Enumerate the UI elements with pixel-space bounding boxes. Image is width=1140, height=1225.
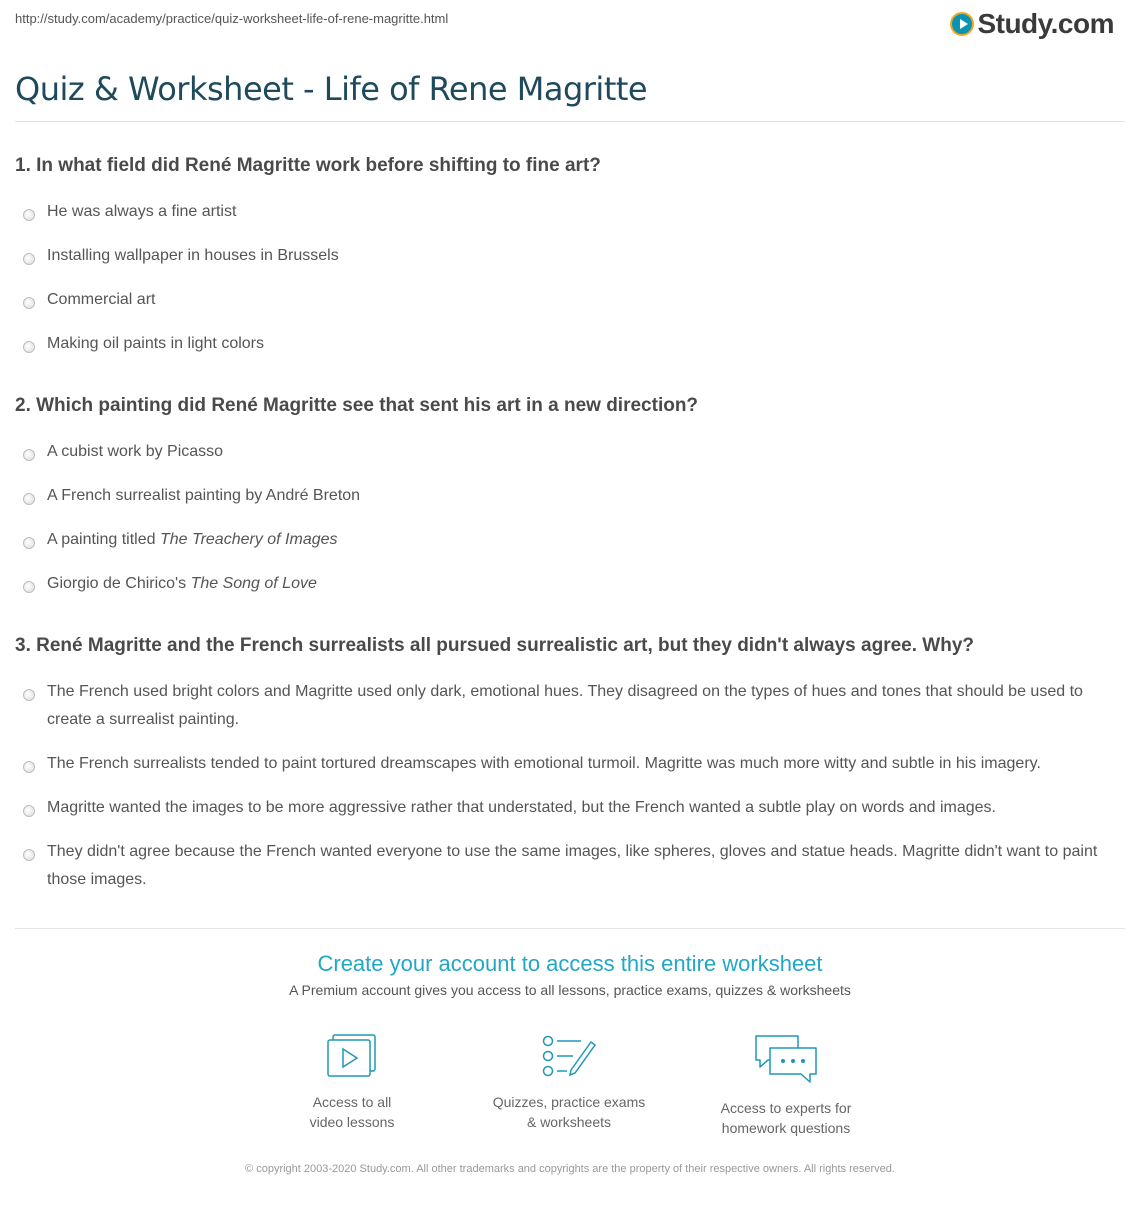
cta-heading[interactable]: Create your account to access this entire worksheet (317, 951, 823, 976)
radio-button[interactable] (23, 849, 35, 861)
radio-button[interactable] (23, 581, 35, 593)
radio-button[interactable] (23, 297, 35, 309)
feature-label (686, 1098, 886, 1138)
q2-option-2[interactable] (23, 488, 1118, 510)
radio-button[interactable] (23, 209, 35, 221)
q3-option-2[interactable] (23, 756, 1118, 778)
experts-chat-icon (754, 1034, 818, 1086)
q1-option-2[interactable] (23, 248, 1118, 270)
video-lessons-icon (326, 1034, 378, 1080)
feature-label-line: homework questions (721, 1120, 851, 1136)
page-url[interactable]: http://study.com/academy/practice/quiz-worksheet-life-of-rene-magritte.html (15, 11, 449, 26)
radio-button[interactable] (23, 253, 35, 265)
q3-option-1[interactable] (23, 684, 1118, 734)
radio-button[interactable] (23, 493, 35, 505)
painting-title: The Song of Love (190, 575, 317, 592)
question-2: 2. Which painting did René Magritte see that sent his art in a new direction? (15, 395, 699, 416)
radio-button[interactable] (23, 341, 35, 353)
study-logo[interactable] (950, 6, 1114, 42)
feature-experts (686, 1034, 886, 1138)
option-label-text: A painting titled (47, 531, 160, 548)
option-label: Making oil paints in light colors (47, 335, 264, 352)
painting-title: The Treachery of Images (159, 531, 338, 548)
feature-quizzes (469, 1034, 669, 1132)
option-label (47, 570, 317, 598)
title-divider (15, 121, 1125, 122)
q1-option-3[interactable] (23, 292, 1118, 314)
q2-option-4[interactable] (23, 576, 1118, 598)
question-1: 1. In what field did René Magritte work before shifting to fine art? (15, 155, 601, 176)
feature-label (469, 1092, 669, 1132)
option-label: The French used bright colors and Magritte used only dark, emotional hues. They disagreed on the types of hues and tones that should be used to create a surrealist painting. (47, 683, 1083, 728)
option-label: A cubist work by Picasso (47, 443, 224, 460)
feature-label-line: video lessons (309, 1114, 395, 1130)
feature-label-line: & worksheets (526, 1114, 612, 1130)
radio-button[interactable] (23, 537, 35, 549)
option-label: Commercial art (47, 291, 156, 308)
question-3: 3. René Magritte and the French surrealists all pursued surrealistic art, but they didn't always agree. Why? (15, 635, 974, 656)
feature-video-lessons (252, 1034, 452, 1132)
option-label: The French surrealists tended to paint tortured dreamscapes with emotional turmoil. Magritte was much more witty and subtle in his imagery. (47, 755, 1041, 772)
page-title: Quiz & Worksheet - Life of Rene Magritte (15, 70, 648, 108)
option-label: Installing wallpaper in houses in Brussels (47, 247, 339, 264)
radio-button[interactable] (23, 449, 35, 461)
option-label (47, 526, 338, 554)
cta-subheading: A Premium account gives you access to all lessons, practice exams, quizzes & worksheets (289, 982, 851, 998)
option-label: They didn't agree because the French wanted everyone to use the same images, like spheres, gloves and statue heads. Magritte didn't want to paint those images. (47, 843, 1098, 888)
feature-label (252, 1092, 452, 1132)
option-label-text: Giorgio de Chirico's (47, 575, 191, 592)
copyright-notice: © copyright 2003-2020 Study.com. All other trademarks and copyrights are the property of their respective owners. All rights reserved. (245, 1163, 895, 1175)
option-label: He was always a fine artist (47, 203, 237, 220)
play-logo-icon (950, 12, 974, 36)
feature-label-line: Quizzes, practice exams (492, 1094, 646, 1110)
q3-option-4[interactable] (23, 844, 1118, 894)
cta-divider (15, 928, 1125, 929)
radio-button[interactable] (23, 761, 35, 773)
feature-label-line: Access to all (312, 1094, 392, 1110)
logo-text: Study.com (977, 8, 1114, 39)
option-label: A French surrealist painting by André Breton (47, 487, 361, 504)
feature-label-line: Access to experts for (720, 1100, 852, 1116)
q2-option-3[interactable] (23, 532, 1118, 554)
quizzes-icon (541, 1034, 597, 1080)
option-label: Magritte wanted the images to be more aggressive rather that understated, but the French wanted a subtle play on words and images. (47, 799, 996, 816)
q2-option-1[interactable] (23, 444, 1118, 466)
q1-option-1[interactable] (23, 204, 1118, 226)
q3-option-3[interactable] (23, 800, 1118, 822)
radio-button[interactable] (23, 689, 35, 701)
q1-option-4[interactable] (23, 336, 1118, 358)
radio-button[interactable] (23, 805, 35, 817)
